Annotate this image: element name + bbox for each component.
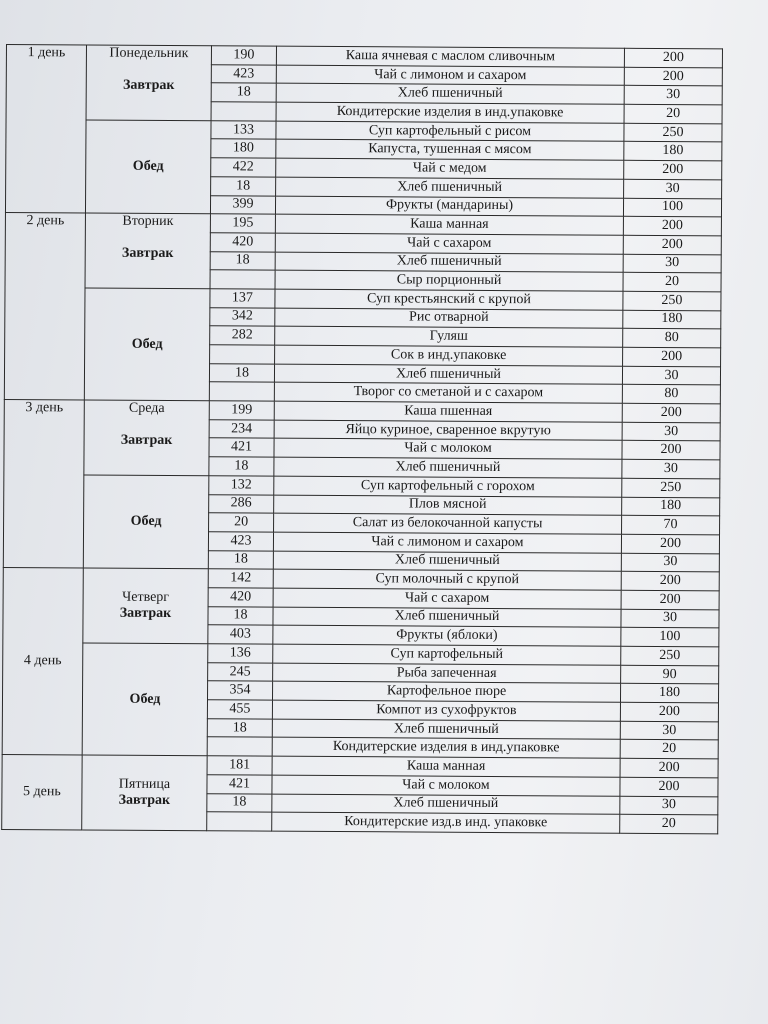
portion-weight-cell: 200 xyxy=(624,160,722,179)
weekday-label: Среда xyxy=(128,400,165,417)
table-row xyxy=(3,568,719,591)
recipe-code-cell: 20 xyxy=(209,513,274,532)
dish-name-cell: Рис отварной xyxy=(275,308,623,329)
recipe-code-cell: 142 xyxy=(208,569,273,588)
recipe-code-cell: 342 xyxy=(210,307,275,326)
weekday-label: Вторник xyxy=(122,213,174,230)
meal-label: Завтрак xyxy=(118,792,171,809)
recipe-code-cell: 455 xyxy=(207,700,272,719)
portion-weight-cell: 200 xyxy=(621,534,719,553)
portion-weight-cell: 200 xyxy=(624,48,722,67)
portion-weight-cell: 180 xyxy=(620,684,718,703)
recipe-code-cell: 18 xyxy=(211,177,276,196)
portion-weight-cell: 30 xyxy=(622,366,720,385)
recipe-code-cell: 403 xyxy=(208,625,273,644)
recipe-code-cell: 354 xyxy=(207,681,272,700)
dish-name-cell: Кондитерские изделия в инд.упаковке xyxy=(272,738,620,759)
recipe-code-cell: 423 xyxy=(211,64,276,83)
dish-name-cell: Гуляш xyxy=(275,326,623,347)
day-label: 5 день xyxy=(2,755,82,830)
portion-weight-cell: 250 xyxy=(624,123,722,142)
breakfast-cell xyxy=(82,755,207,831)
table-row xyxy=(2,755,718,778)
dish-name-cell: Рыба запеченная xyxy=(273,663,621,684)
dish-name-cell: Суп картофельный с рисом xyxy=(276,121,624,142)
dish-name-cell: Чай с сахаром xyxy=(275,233,623,254)
table-row xyxy=(4,400,720,423)
recipe-code-cell: 137 xyxy=(210,289,275,308)
lunch-cell xyxy=(85,120,211,214)
dish-name-cell: Салат из белокочанной капусты xyxy=(274,513,622,534)
portion-weight-cell: 200 xyxy=(620,702,718,721)
portion-weight-cell: 90 xyxy=(621,665,719,684)
dish-name-cell: Суп картофельный с горохом xyxy=(274,476,622,497)
recipe-code-cell: 18 xyxy=(208,550,273,569)
table-row xyxy=(5,287,721,310)
portion-weight-cell: 30 xyxy=(621,609,719,628)
table-row xyxy=(6,119,722,142)
recipe-code-cell: 190 xyxy=(211,46,276,65)
meal-label: Завтрак xyxy=(120,432,173,449)
lunch-cell xyxy=(82,643,208,756)
dish-name-cell: Плов мясной xyxy=(274,495,622,516)
portion-weight-cell: 30 xyxy=(624,86,722,105)
portion-weight-cell: 200 xyxy=(621,572,719,591)
table-row xyxy=(4,474,720,497)
menu-table-body xyxy=(2,45,723,834)
portion-weight-cell: 30 xyxy=(622,422,720,441)
portion-weight-cell: 200 xyxy=(623,216,721,235)
recipe-code-cell: 195 xyxy=(210,214,275,233)
lunch-cell xyxy=(84,288,210,401)
meal-label: Завтрак xyxy=(121,245,174,262)
breakfast-cell xyxy=(85,213,210,289)
dish-name-cell: Чай с молоком xyxy=(272,775,620,796)
weekday-label: Понедельник xyxy=(109,45,189,62)
recipe-code-cell xyxy=(210,270,275,289)
dish-name-cell: Хлеб пшеничный xyxy=(272,794,620,815)
recipe-code-cell: 18 xyxy=(210,251,275,270)
portion-weight-cell: 20 xyxy=(620,740,718,759)
dish-name-cell: Каша ячневая с маслом сливочным xyxy=(276,46,624,67)
recipe-code-cell: 286 xyxy=(209,494,274,513)
portion-weight-cell: 30 xyxy=(620,721,718,740)
portion-weight-cell: 250 xyxy=(621,646,719,665)
breakfast-cell xyxy=(86,45,211,121)
dish-name-cell: Каша пшенная xyxy=(274,401,622,422)
recipe-code-cell: 18 xyxy=(209,363,274,382)
recipe-code-cell: 199 xyxy=(209,401,274,420)
recipe-code-cell: 18 xyxy=(208,606,273,625)
dish-name-cell: Чай с сахаром xyxy=(273,588,621,609)
dish-name-cell: Фрукты (мандарины) xyxy=(275,196,623,217)
dish-name-cell: Хлеб пшеничный xyxy=(272,719,620,740)
portion-weight-cell: 80 xyxy=(623,329,721,348)
portion-weight-cell: 200 xyxy=(622,403,720,422)
breakfast-cell xyxy=(84,400,209,476)
portion-weight-cell: 30 xyxy=(620,796,718,815)
recipe-code-cell: 421 xyxy=(207,775,272,794)
portion-weight-cell: 250 xyxy=(623,291,721,310)
portion-weight-cell: 100 xyxy=(623,198,721,217)
dish-name-cell: Чай с медом xyxy=(276,158,624,179)
recipe-code-cell: 420 xyxy=(210,233,275,252)
portion-weight-cell: 20 xyxy=(620,814,718,833)
portion-weight-cell: 180 xyxy=(622,497,720,516)
portion-weight-cell: 200 xyxy=(621,590,719,609)
recipe-code-cell: 399 xyxy=(210,195,275,214)
dish-name-cell: Хлеб пшеничный xyxy=(276,84,624,105)
recipe-code-cell: 420 xyxy=(208,588,273,607)
recipe-code-cell: 282 xyxy=(210,326,275,345)
recipe-code-cell: 181 xyxy=(207,756,272,775)
recipe-code-cell: 133 xyxy=(211,121,276,140)
recipe-code-cell: 18 xyxy=(207,793,272,812)
recipe-code-cell: 180 xyxy=(211,139,276,158)
portion-weight-cell: 30 xyxy=(624,179,722,198)
dish-name-cell: Каша манная xyxy=(275,214,623,235)
recipe-code-cell xyxy=(207,812,272,831)
portion-weight-cell: 200 xyxy=(623,347,721,366)
portion-weight-cell: 30 xyxy=(622,459,720,478)
meal-label: Обед xyxy=(129,691,161,707)
recipe-code-cell: 234 xyxy=(209,419,274,438)
recipe-code-cell: 18 xyxy=(209,457,274,476)
dish-name-cell: Картофельное пюре xyxy=(272,682,620,703)
meal-label: Обед xyxy=(130,513,162,529)
dish-name-cell: Фрукты (яблоки) xyxy=(273,625,621,646)
recipe-code-cell: 245 xyxy=(208,662,273,681)
meal-label: Завтрак xyxy=(122,77,175,94)
portion-weight-cell: 200 xyxy=(620,758,718,777)
recipe-code-cell xyxy=(207,737,272,756)
recipe-code-cell: 422 xyxy=(211,158,276,177)
dish-name-cell: Хлеб пшеничный xyxy=(273,607,621,628)
day-label: 2 день xyxy=(4,213,85,400)
portion-weight-cell: 180 xyxy=(624,142,722,161)
lunch-cell xyxy=(83,475,209,569)
portion-weight-cell: 200 xyxy=(622,441,720,460)
portion-weight-cell: 100 xyxy=(621,628,719,647)
recipe-code-cell: 136 xyxy=(208,644,273,663)
portion-weight-cell: 70 xyxy=(622,515,720,534)
dish-name-cell: Хлеб пшеничный xyxy=(274,457,622,478)
recipe-code-cell xyxy=(211,102,276,121)
recipe-code-cell: 18 xyxy=(211,83,276,102)
dish-name-cell: Суп крестьянский с крупой xyxy=(275,289,623,310)
day-label: 1 день xyxy=(5,45,86,214)
portion-weight-cell: 250 xyxy=(622,478,720,497)
recipe-code-cell: 132 xyxy=(209,476,274,495)
portion-weight-cell: 200 xyxy=(620,777,718,796)
breakfast-cell xyxy=(83,568,208,644)
day-label: 4 день xyxy=(2,568,83,755)
portion-weight-cell: 20 xyxy=(624,104,722,123)
dish-name-cell: Кондитерские изд.в инд. упаковке xyxy=(272,812,620,833)
dish-name-cell: Компот из сухофруктов xyxy=(272,700,620,721)
recipe-code-cell: 18 xyxy=(207,718,272,737)
portion-weight-cell: 200 xyxy=(624,67,722,86)
portion-weight-cell: 180 xyxy=(623,310,721,329)
weekday-label: Пятница xyxy=(118,776,171,793)
recipe-code-cell: 423 xyxy=(208,532,273,551)
dish-name-cell: Творог со сметаной и с сахаром xyxy=(274,383,622,404)
portion-weight-cell: 20 xyxy=(623,273,721,292)
menu-table xyxy=(1,44,723,834)
table-row xyxy=(6,45,722,68)
dish-name-cell: Хлеб пшеничный xyxy=(276,177,624,198)
portion-weight-cell: 30 xyxy=(621,553,719,572)
dish-name-cell: Суп картофельный xyxy=(273,644,621,665)
table-row xyxy=(5,213,721,236)
portion-weight-cell: 80 xyxy=(622,385,720,404)
dish-name-cell: Капуста, тушенная с мясом xyxy=(276,140,624,161)
dish-name-cell: Чай с лимоном и сахаром xyxy=(276,65,624,86)
recipe-code-cell xyxy=(209,382,274,401)
dish-name-cell: Чай с лимоном и сахаром xyxy=(273,532,621,553)
dish-name-cell: Суп молочный с крупой xyxy=(273,569,621,590)
dish-name-cell: Хлеб пшеничный xyxy=(275,252,623,273)
dish-name-cell: Хлеб пшеничный xyxy=(273,551,621,572)
dish-name-cell: Сок в инд.упаковке xyxy=(275,345,623,366)
dish-name-cell: Сыр порционный xyxy=(275,270,623,291)
dish-name-cell: Хлеб пшеничный xyxy=(274,364,622,385)
meal-label: Обед xyxy=(131,336,163,352)
portion-weight-cell: 200 xyxy=(623,235,721,254)
day-label: 3 день xyxy=(3,400,84,569)
meal-label: Завтрак xyxy=(119,605,172,622)
recipe-code-cell: 421 xyxy=(209,438,274,457)
dish-name-cell: Яйцо куриное, сваренное вкрутую xyxy=(274,420,622,441)
dish-name-cell: Каша манная xyxy=(272,756,620,777)
meal-label: Обед xyxy=(132,158,164,174)
portion-weight-cell: 30 xyxy=(623,254,721,273)
dish-name-cell: Кондитерские изделия в инд.упаковке xyxy=(276,102,624,123)
recipe-code-cell xyxy=(210,345,275,364)
table-row xyxy=(3,642,719,665)
weekday-label: Четверг xyxy=(122,589,170,606)
dish-name-cell: Чай с молоком xyxy=(274,439,622,460)
